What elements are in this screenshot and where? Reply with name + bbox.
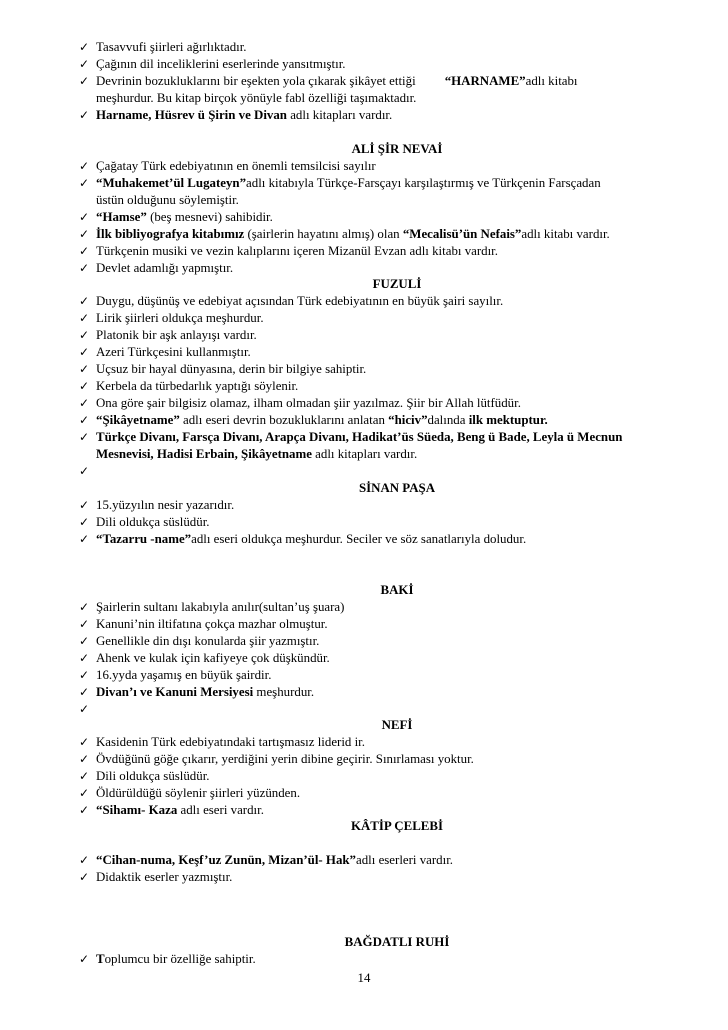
list-item xyxy=(96,40,247,55)
text-run: üstün olduğunu söylemiştir. xyxy=(96,193,239,207)
checkmark-icon: ✓ xyxy=(79,786,90,800)
checkmark-icon: ✓ xyxy=(79,430,90,444)
list-item xyxy=(96,328,257,343)
page-number-text: 14 xyxy=(357,971,371,985)
list-item xyxy=(96,57,346,72)
checkmark-icon: ✓ xyxy=(79,379,90,393)
text-run: Dili oldukça süslüdür. xyxy=(96,769,210,783)
text-run: Çağatay Türk edebiyatının en önemli temsilcisi sayılır xyxy=(96,159,376,173)
checkmark-icon: ✓ xyxy=(79,870,90,884)
text-run: adlı eseri devrin bozukluklarını anlatan xyxy=(179,413,389,427)
list-item xyxy=(96,498,234,513)
list-item xyxy=(96,159,376,174)
text-run: Genellikle din dışı konularda şiir yazmıştır. xyxy=(96,634,320,648)
text-run: meşhurdur. xyxy=(253,685,315,699)
checkmark-icon: ✓ xyxy=(79,396,90,410)
bold-text: “HARNAME” xyxy=(444,74,526,88)
checkmark-icon: ✓ xyxy=(79,108,90,122)
checkmark-icon: ✓ xyxy=(79,617,90,631)
list-item xyxy=(96,752,474,767)
text-run: adlı kitabı vardır. xyxy=(521,227,610,241)
bold-text: İlk bibliyografya kitabımız xyxy=(96,227,245,241)
text-run: 16.yyda yaşamış en büyük şairdir. xyxy=(96,668,272,682)
bold-text: Divan’ı ve Kanuni Mersiyesi xyxy=(96,685,254,699)
list-item xyxy=(96,379,298,394)
list-item xyxy=(96,786,300,801)
checkmark-icon: ✓ xyxy=(79,803,90,817)
checkmark-icon: ✓ xyxy=(79,464,90,478)
checkmark-icon: ✓ xyxy=(79,651,90,665)
list-item xyxy=(96,227,610,242)
checkmark-icon: ✓ xyxy=(79,952,90,966)
list-item xyxy=(96,515,210,530)
list-item xyxy=(96,176,601,191)
checkmark-icon: ✓ xyxy=(79,702,90,716)
list-item xyxy=(96,853,453,868)
list-item-continuation xyxy=(96,193,239,208)
text-run xyxy=(416,74,445,88)
text-run: adlı eseri oldukça meşhurdur. Seciler ve söz sanatlarıyla doludur. xyxy=(191,532,527,546)
text-run: adlı eserleri vardır. xyxy=(356,853,454,867)
bold-text: “Şikâyetname” xyxy=(96,413,180,427)
bold-text: “Muhakemet’ül Lugateyn” xyxy=(96,176,247,190)
list-item xyxy=(96,244,498,259)
checkmark-icon: ✓ xyxy=(79,57,90,71)
list-item xyxy=(96,311,264,326)
list-item xyxy=(96,952,256,967)
section-heading: NEFİ xyxy=(381,718,413,732)
list-item-continuation xyxy=(96,447,417,462)
checkmark-icon: ✓ xyxy=(79,40,90,54)
text-run: Dili oldukça süslüdür. xyxy=(96,515,210,529)
text-run: (şairlerin hayatını almış) olan xyxy=(244,227,403,241)
checkmark-icon: ✓ xyxy=(79,294,90,308)
text-run: Ahenk ve kulak için kafiyeye çok düşkündür. xyxy=(96,651,330,665)
checkmark-icon: ✓ xyxy=(79,634,90,648)
checkmark-icon: ✓ xyxy=(79,210,90,224)
checkmark-icon: ✓ xyxy=(79,362,90,376)
page-number xyxy=(0,971,728,986)
bold-text: Mesnevisi, Hadisi Erbain, Şikâyetname xyxy=(96,447,312,461)
text-run: Duygu, düşünüş ve edebiyat açısından Türk edebiyatının en büyük şairi sayılır. xyxy=(96,294,504,308)
text-run: adlı kitabıyla Türkçe-Farsçayı karşılaştırmış ve Türkçenin Farsçadan xyxy=(246,176,601,190)
checkmark-icon: ✓ xyxy=(79,498,90,512)
list-item xyxy=(96,345,251,360)
bold-text: “Cihan-numa, Keşf’uz Zunün, Mizan’ül- Hak” xyxy=(96,853,357,867)
list-item xyxy=(96,634,319,649)
checkmark-icon: ✓ xyxy=(79,532,90,546)
checkmark-icon: ✓ xyxy=(79,227,90,241)
list-item xyxy=(96,685,314,700)
checkmark-icon: ✓ xyxy=(79,769,90,783)
bold-text: “Tazarru -name” xyxy=(96,532,192,546)
text-run: Türkçenin musiki ve vezin kalıplarını içeren Mizanül Evzan adlı kitabı vardır. xyxy=(96,244,498,258)
text-run: Kerbela da türbedarlık yaptığı söylenir. xyxy=(96,379,299,393)
text-run: Kasidenin Türk edebiyatındaki tartışmasız liderid ir. xyxy=(96,735,365,749)
list-item xyxy=(96,430,622,445)
checkmark-icon: ✓ xyxy=(79,159,90,173)
list-item xyxy=(96,210,273,225)
bold-text: ilk mektuptur. xyxy=(468,413,548,427)
text-run: (beş mesnevi) sahibidir. xyxy=(146,210,273,224)
checkmark-icon: ✓ xyxy=(79,668,90,682)
text-run: adlı kitapları vardır. xyxy=(286,108,393,122)
section-heading: FUZULİ xyxy=(372,277,422,291)
checkmark-icon: ✓ xyxy=(79,853,90,867)
text-run: Lirik şiirleri oldukça meşhurdur. xyxy=(96,311,264,325)
list-item xyxy=(96,769,210,784)
text-run: meşhurdur. Bu kitap birçok yönüyle fabl özelliği taşımaktadır. xyxy=(96,91,417,105)
checkmark-icon: ✓ xyxy=(79,600,90,614)
text-run: adlı kitapları vardır. xyxy=(311,447,418,461)
bold-text: “Hamse” xyxy=(96,210,147,224)
list-item xyxy=(96,74,578,89)
text-run: Öldürüldüğü söylenir şiirleri yüzünden. xyxy=(96,786,301,800)
list-item xyxy=(96,870,232,885)
list-item xyxy=(96,396,521,411)
checkmark-icon: ✓ xyxy=(79,176,90,190)
checkmark-icon: ✓ xyxy=(79,413,90,427)
section-heading: SİNAN PAŞA xyxy=(358,481,436,495)
checkmark-icon: ✓ xyxy=(79,74,90,88)
checkmark-icon: ✓ xyxy=(79,311,90,325)
section-heading: ALİ ŞİR NEVAİ xyxy=(351,142,443,156)
bold-text: Türkçe Divanı, Farsça Divanı, Arapça Divanı, Hadikat’üs Süeda, Beng ü Bade, Leyla ü Mecnun xyxy=(96,430,623,444)
list-item xyxy=(96,108,392,123)
text-run: adlı eseri vardır. xyxy=(177,803,264,817)
checkmark-icon: ✓ xyxy=(79,515,90,529)
bold-text: “Sihamı- Kaza xyxy=(96,803,178,817)
list-item xyxy=(96,803,264,818)
list-item xyxy=(96,735,365,750)
checkmark-icon: ✓ xyxy=(79,735,90,749)
checkmark-icon: ✓ xyxy=(79,328,90,342)
list-item xyxy=(96,600,344,615)
text-run: Tasavvufi şiirleri ağırlıktadır. xyxy=(96,40,247,54)
bold-text: “Mecalisü’ün Nefais” xyxy=(402,227,522,241)
text-run: adlı kitabı xyxy=(525,74,578,88)
list-item xyxy=(96,294,503,309)
checkmark-icon: ✓ xyxy=(79,261,90,275)
list-item xyxy=(96,668,271,683)
list-item xyxy=(96,651,330,666)
list-item xyxy=(96,617,328,632)
checkmark-icon: ✓ xyxy=(79,345,90,359)
text-run: 15.yüzyılın nesir yazarıdır. xyxy=(96,498,235,512)
list-item xyxy=(96,362,366,377)
bold-text: T xyxy=(96,952,105,966)
text-run: Platonik bir aşk anlayışı vardır. xyxy=(96,328,257,342)
text-run: Çağının dil inceliklerini eserlerinde yansıtmıştır. xyxy=(96,57,346,71)
section-heading: KÂTİP ÇELEBİ xyxy=(350,819,444,833)
text-run: Şairlerin sultanı lakabıyla anılır(sultan’uş şuara) xyxy=(96,600,345,614)
list-item xyxy=(96,413,548,428)
checkmark-icon: ✓ xyxy=(79,752,90,766)
list-item xyxy=(96,261,233,276)
text-run: Azeri Türkçesini kullanmıştır. xyxy=(96,345,251,359)
text-run: Ona göre şair bilgisiz olamaz, ilham olmadan şiir yazılmaz. Şiir bir Allah lütfüdür. xyxy=(96,396,521,410)
text-run: Övdüğünü göğe çıkarır, yerdiğini yerin dibine geçirir. Sınırlaması yoktur. xyxy=(96,752,474,766)
bold-text: Harname, Hüsrev ü Şirin ve Divan xyxy=(96,108,287,122)
text-run: Devrinin bozukluklarını bir eşekten yola çıkarak şikâyet ettiği xyxy=(96,74,416,88)
text-run: Didaktik eserler yazmıştır. xyxy=(96,870,233,884)
section-heading: BAĞDATLI RUHİ xyxy=(344,935,450,949)
section-heading: BAKİ xyxy=(380,583,414,597)
bold-text: “hiciv” xyxy=(388,413,428,427)
text-run: Devlet adamlığı yapmıştır. xyxy=(96,261,234,275)
text-run: dalında xyxy=(427,413,469,427)
text-run: Kanuni’nin iltifatına çokça mazhar olmuştur. xyxy=(96,617,328,631)
text-run: oplumcu bir özelliğe sahiptir. xyxy=(104,952,256,966)
list-item-continuation xyxy=(96,91,416,106)
text-run: Uçsuz bir hayal dünyasına, derin bir bilgiye sahiptir. xyxy=(96,362,367,376)
checkmark-icon: ✓ xyxy=(79,244,90,258)
list-item xyxy=(96,532,526,547)
checkmark-icon: ✓ xyxy=(79,685,90,699)
